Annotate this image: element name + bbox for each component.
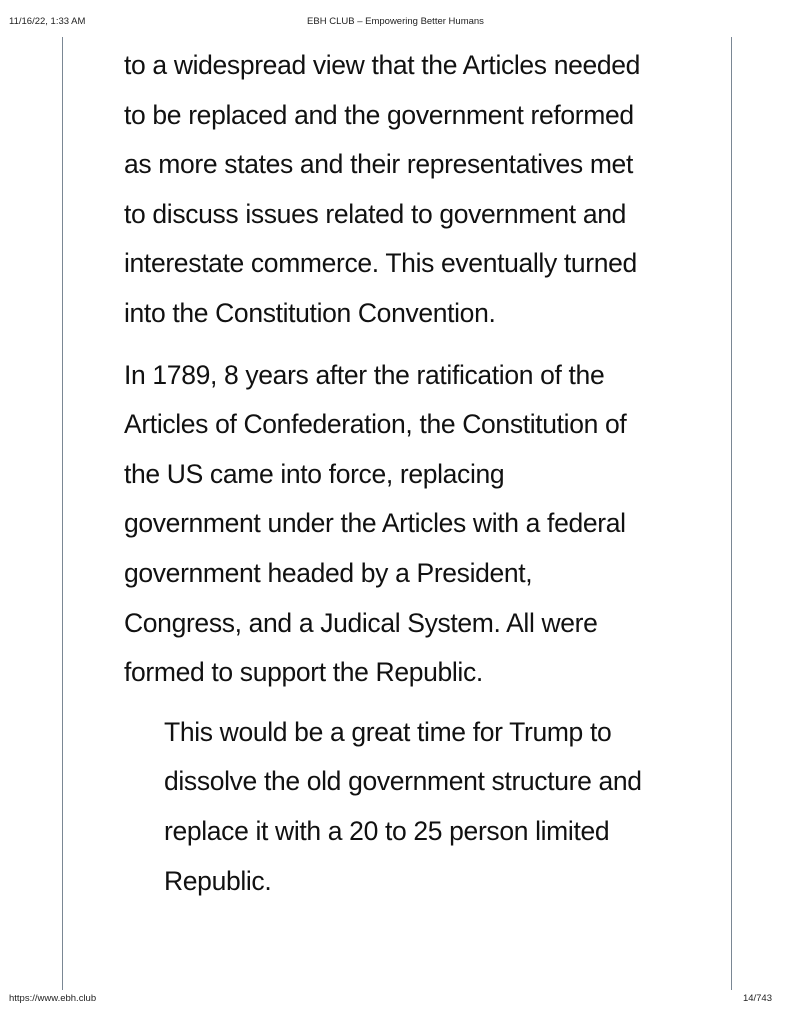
text-line: government under the Articles with a federal	[124, 508, 626, 539]
right-margin-rule	[731, 37, 732, 990]
text-line: into the Constitution Convention.	[124, 297, 496, 328]
text-line: to discuss issues related to government and	[124, 198, 626, 229]
text-line: Republic.	[164, 865, 272, 896]
article-body	[124, 41, 724, 906]
text-line: dissolve the old government structure and	[164, 766, 642, 797]
paragraph-trump-republic	[124, 708, 724, 906]
left-margin-rule	[62, 37, 63, 990]
print-page-title: EBH CLUB – Empowering Better Humans	[307, 16, 484, 27]
paragraph-articles-replaced	[124, 41, 724, 339]
text-line: to a widespread view that the Articles needed	[124, 50, 641, 80]
print-footer	[0, 993, 791, 1007]
print-header	[0, 16, 791, 30]
text-line: In 1789, 8 years after the ratification of the	[124, 359, 605, 390]
text-line: This would be a great time for Trump to	[164, 716, 612, 747]
print-page-number: 14/743	[742, 993, 772, 1004]
print-url: https://www.ebh.club	[9, 993, 97, 1004]
print-datetime: 11/16/22, 1:33 AM	[9, 16, 86, 27]
text-line: as more states and their representatives met	[124, 149, 633, 180]
paragraph-constitution-1789	[124, 351, 724, 698]
text-line: government headed by a President,	[124, 557, 533, 588]
text-line: Congress, and a Judical System. All were	[124, 607, 598, 638]
text-line: to be replaced and the government reformed	[124, 99, 634, 130]
text-line: replace it with a 20 to 25 person limited	[164, 815, 610, 846]
text-line: interestate commerce. This eventually turned	[124, 248, 637, 279]
text-line: formed to support the Republic.	[124, 657, 483, 688]
text-line: the US came into force, replacing	[124, 458, 505, 489]
text-line: Articles of Confederation, the Constitution of	[124, 409, 627, 440]
